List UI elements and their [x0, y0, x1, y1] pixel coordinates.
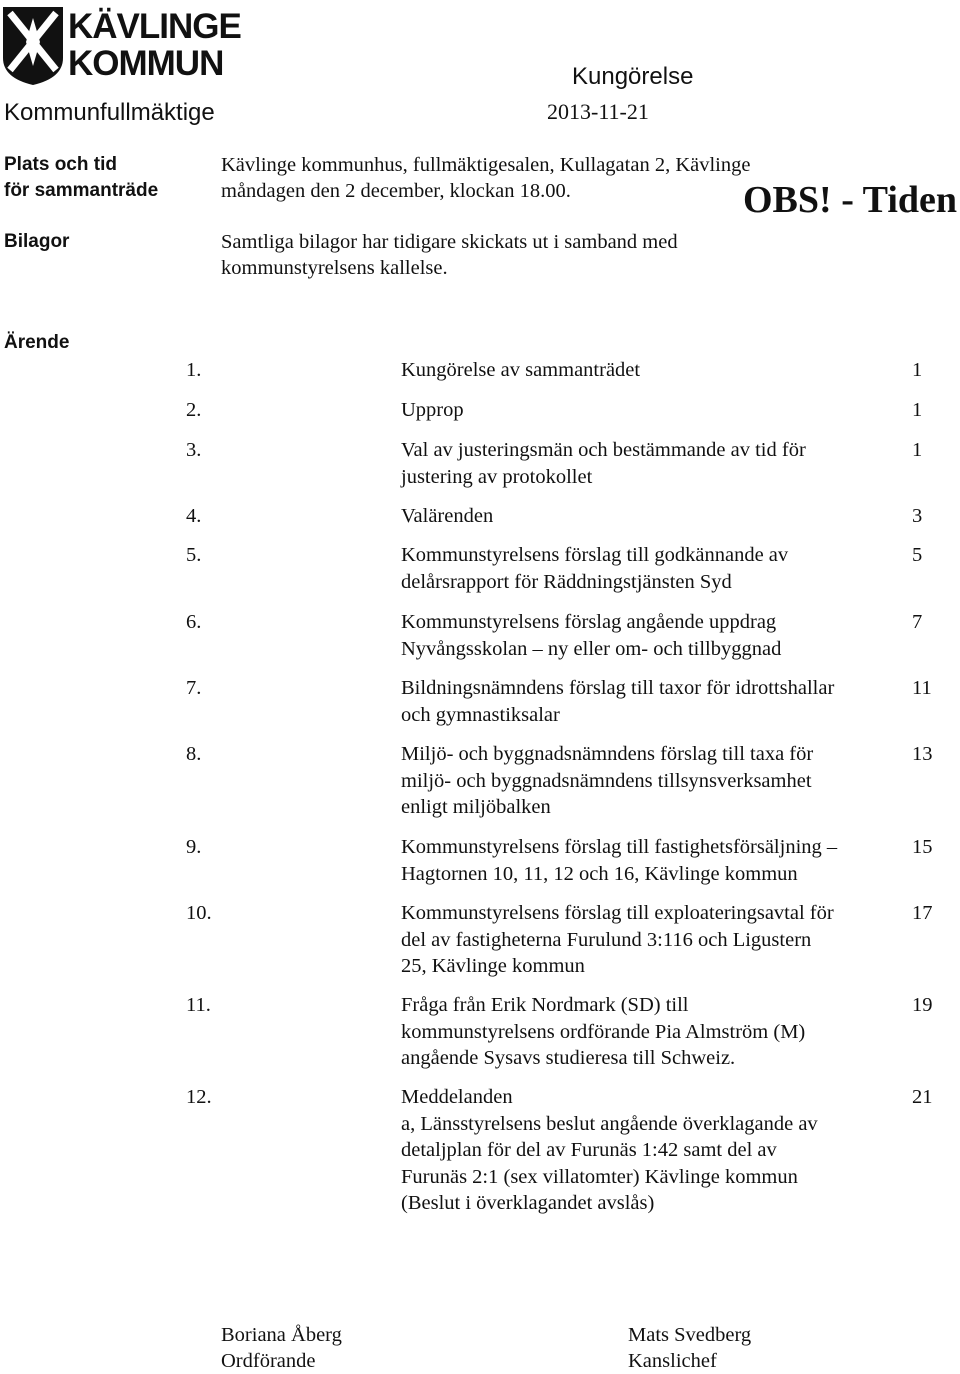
agenda-item-page: 15 — [912, 836, 933, 858]
attachments-label: Bilagor — [4, 231, 70, 252]
agenda-item-title-line: Hagtornen 10, 11, 12 och 16, Kävlinge kommun — [401, 862, 798, 885]
coat-of-arms-icon — [2, 6, 64, 86]
agenda-item-page: 1 — [912, 439, 923, 461]
signature-clerk — [628, 1322, 751, 1374]
agenda-item-number: 11. — [186, 994, 211, 1016]
agenda-item-page: 3 — [912, 505, 923, 527]
agenda-item-page: 21 — [912, 1086, 933, 1108]
agenda-item-title-line: detaljplan för del av Furunäs 1:42 samt del av — [401, 1139, 777, 1161]
time-place-label-line-1: Plats och tid — [4, 154, 117, 175]
agenda-item-number: 5. — [186, 544, 202, 566]
agenda-item-page: 1 — [912, 399, 923, 421]
agenda-item-page: 1 — [912, 359, 923, 381]
agenda-item-number: 10. — [186, 902, 212, 924]
agenda-item-page: 13 — [912, 743, 933, 765]
agenda-item-title-line: Kommunstyrelsens förslag till godkännande av — [401, 544, 789, 566]
document-type: Kungörelse — [572, 63, 694, 90]
agenda-item-page: 5 — [912, 544, 923, 566]
agenda-item-number: 3. — [186, 439, 202, 461]
agenda-item-page: 19 — [912, 994, 933, 1016]
signature-name: Mats Svedberg — [628, 1324, 752, 1346]
agenda-item-title-line: (Beslut i överklagandet avslås) — [401, 1192, 655, 1214]
agenda-item-number: 4. — [186, 505, 202, 527]
agenda-item-title-line: a, Länsstyrelsens beslut angående överklagande av — [401, 1112, 818, 1135]
municipality-logo — [2, 6, 241, 86]
agenda-item-number: 9. — [186, 836, 202, 858]
agenda-label: Ärende — [4, 332, 70, 353]
time-place-label-line-2: för sammanträde — [4, 180, 159, 201]
agenda-item-title — [401, 503, 493, 530]
signature-role: Ordförande — [221, 1350, 316, 1372]
agenda-item-title — [401, 834, 837, 887]
agenda-item-number: 1. — [186, 359, 202, 381]
agenda-item-title-line: Bildningsnämndens förslag till taxor för idrottshallar — [401, 677, 835, 699]
agenda-item-title — [401, 542, 788, 595]
agenda-item-title — [401, 609, 781, 662]
place-line-2: måndagen den 2 december, klockan 18.00. — [221, 180, 571, 202]
logo-text-line-1: KÄVLINGE — [68, 7, 241, 46]
agenda-item-title-line: Val av justeringsmän och bestämmande av tid för — [401, 439, 806, 461]
agenda-item-title-line: och gymnastiksalar — [401, 703, 560, 726]
agenda-item-title-line: Miljö- och byggnadsnämndens förslag till taxa för — [401, 743, 814, 765]
agenda-item-title — [401, 437, 806, 490]
attachments-line-1: Samtliga bilagor har tidigare skickats ut i samband med — [221, 231, 678, 253]
agenda-item-title — [401, 397, 464, 424]
agenda-item-title-line: Kommunstyrelsens förslag till fastighetsförsäljning – — [401, 836, 838, 858]
document-date: 2013-11-21 — [547, 99, 649, 124]
agenda-item-page: 17 — [912, 902, 933, 924]
obs-note: OBS! - Tiden — [743, 179, 958, 221]
agenda-item-title — [401, 900, 834, 980]
agenda-item-title-line: miljö- och byggnadsnämndens tillsynsverksamhet — [401, 769, 812, 792]
agenda-item-title-line: delårsrapport för Räddningstjänsten Syd — [401, 570, 732, 593]
agenda-item-title-line: del av fastigheterna Furulund 3:116 och Ligustern — [401, 928, 812, 951]
agenda-item-title — [401, 992, 805, 1072]
attachments-line-2: kommunstyrelsens kallelse. — [221, 257, 448, 279]
agenda-item-number: 8. — [186, 743, 202, 765]
signature-chair — [221, 1322, 342, 1374]
agenda-item-title-line: Kommunstyrelsens förslag till exploateringsavtal för — [401, 902, 834, 924]
agenda-item-title-line: angående Sysavs studieresa till Schweiz. — [401, 1047, 736, 1069]
agenda-item-title-line: Valärenden — [401, 505, 494, 527]
agenda-item-title-line: justering av protokollet — [401, 465, 593, 488]
agenda-item-page: 11 — [912, 677, 932, 699]
agenda-item-title-line: Meddelanden — [401, 1086, 513, 1108]
signature-role: Kanslichef — [628, 1350, 717, 1372]
agenda-item-title — [401, 357, 640, 384]
place-line-1: Kävlinge kommunhus, fullmäktigesalen, Kullagatan 2, Kävlinge — [221, 154, 751, 176]
agenda-item-title-line: Furunäs 2:1 (sex villatomter) Kävlinge kommun — [401, 1165, 798, 1188]
agenda-item-title-line: Nyvångsskolan – ny eller om- och tillbyggnad — [401, 637, 782, 660]
agenda-item-title-line: enligt miljöbalken — [401, 796, 551, 818]
logo-text-line-2: KOMMUN — [68, 44, 224, 83]
signature-name: Boriana Åberg — [221, 1324, 342, 1346]
organ-name: Kommunfullmäktige — [4, 99, 215, 126]
attachments-text — [221, 229, 678, 281]
agenda-item-number: 6. — [186, 611, 202, 633]
agenda-item-title — [401, 675, 834, 728]
agenda-item-number: 12. — [186, 1086, 212, 1108]
agenda-item-title-line: Kommunstyrelsens förslag angående uppdrag — [401, 611, 777, 633]
agenda-item-number: 7. — [186, 677, 202, 699]
agenda-item-title-line: kommunstyrelsens ordförande Pia Almström (M) — [401, 1020, 806, 1043]
time-place-label — [4, 152, 158, 204]
agenda-item-number: 2. — [186, 399, 202, 421]
agenda-item-title — [401, 741, 813, 821]
agenda-item-title — [401, 1084, 818, 1217]
agenda-item-title-line: Kungörelse av sammanträdet — [401, 359, 641, 381]
agenda-item-title-line: Fråga från Erik Nordmark (SD) till — [401, 994, 689, 1016]
agenda-item-page: 7 — [912, 611, 923, 633]
time-place-text — [221, 152, 750, 204]
agenda-item-title-line: Upprop — [401, 399, 464, 421]
agenda-item-title-line: 25, Kävlinge kommun — [401, 955, 585, 977]
